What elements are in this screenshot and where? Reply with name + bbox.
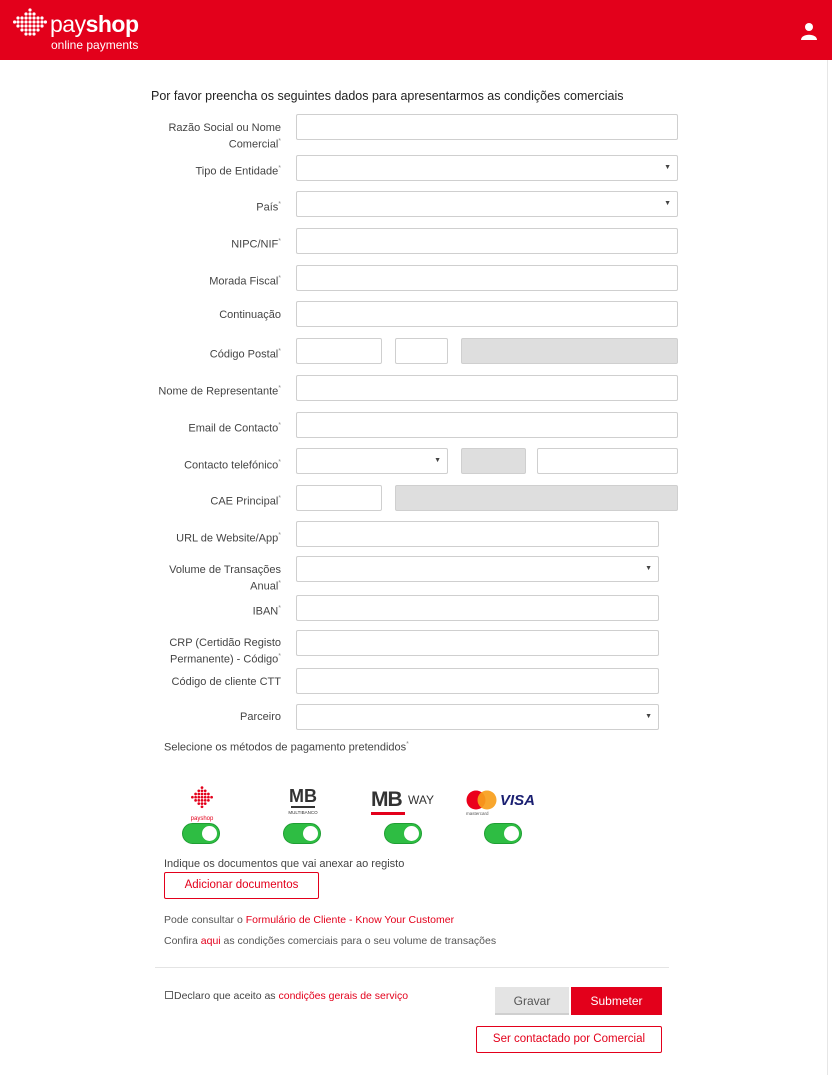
conditions-text: Confira aqui as condições comerciais para o seu volume de transações <box>164 935 497 947</box>
payshop-method-label: payshop <box>190 816 214 822</box>
crp-input[interactable] <box>296 630 659 656</box>
label-codigo-ctt: Código de cliente CTT <box>171 676 281 688</box>
mbway-logo-way: WAY <box>408 793 434 807</box>
label-morada-fiscal: Morada Fiscal* <box>209 275 281 288</box>
telefone-number-input[interactable] <box>537 448 678 474</box>
label-parceiro: Parceiro <box>240 711 281 723</box>
dropdown-caret-icon: ▼ <box>645 565 652 572</box>
payshop-toggle[interactable] <box>182 823 220 844</box>
cards-method-logo <box>466 789 540 817</box>
contact-sales-button[interactable]: Ser contactado por Comercial <box>476 1026 662 1053</box>
mastercard-label: mastercard <box>466 811 489 816</box>
label-codigo-postal: Código Postal* <box>209 348 281 361</box>
parceiro-select[interactable] <box>296 704 659 730</box>
localidade-field <box>461 338 678 364</box>
save-button[interactable]: Gravar <box>495 987 569 1015</box>
continuacao-input[interactable] <box>296 301 678 327</box>
codigo-postal-input-1[interactable] <box>296 338 382 364</box>
razao-social-input[interactable] <box>296 114 678 140</box>
label-telefone: Contacto telefónico* <box>184 459 281 472</box>
label-pais: País* <box>256 201 281 214</box>
multibanco-toggle[interactable] <box>283 823 321 844</box>
label-iban: IBAN* <box>252 605 281 618</box>
dropdown-caret-icon: ▼ <box>664 200 671 207</box>
submit-button[interactable]: Submeter <box>571 987 662 1015</box>
representante-input[interactable] <box>296 375 678 401</box>
telefone-code-field <box>461 448 526 474</box>
cards-toggle[interactable] <box>484 823 522 844</box>
pais-select[interactable] <box>296 191 678 217</box>
logo-subtitle: online payments <box>51 38 139 52</box>
accept-terms-label: Declaro que aceito as condições gerais de serviço <box>174 990 409 1002</box>
user-icon[interactable] <box>800 22 818 40</box>
mb-logo-text: MB <box>289 786 317 806</box>
conditions-link[interactable]: aqui <box>200 935 221 947</box>
dropdown-caret-icon: ▼ <box>664 164 671 171</box>
payshop-logo-icon <box>13 8 47 38</box>
mbway-logo-mb: MB <box>371 788 402 811</box>
nipc-input[interactable] <box>296 228 678 254</box>
cae-description-field <box>395 485 678 511</box>
mbway-method-logo <box>371 788 441 818</box>
iban-input[interactable] <box>296 595 659 621</box>
codigo-ctt-input[interactable] <box>296 668 659 694</box>
payshop-icon <box>187 786 217 810</box>
payment-methods-heading: Selecione os métodos de pagamento pretendidos* <box>164 741 409 754</box>
visa-logo-text: VISA <box>500 792 536 809</box>
label-tipo-entidade: Tipo de Entidade* <box>195 165 281 178</box>
label-razao-social: Razão Social ou Nome Comercial* <box>168 122 281 151</box>
header-bar <box>0 0 832 60</box>
url-input[interactable] <box>296 521 659 547</box>
mb-logo-sub: MULTIBANCO <box>288 810 318 815</box>
logo-wordmark: payshop <box>50 11 139 37</box>
multibanco-method-logo <box>288 786 318 820</box>
page-intro: Por favor preencha os seguintes dados para apresentarmos as condições comerciais <box>151 89 624 103</box>
volume-transacoes-select[interactable] <box>296 556 659 582</box>
documents-heading: Indique os documentos que vai anexar ao registo <box>164 858 405 870</box>
tipo-entidade-select[interactable] <box>296 155 678 181</box>
kyc-text: Pode consultar o Formulário de Cliente - Know Your Customer <box>164 914 455 926</box>
label-url: URL de Website/App* <box>176 532 281 545</box>
dropdown-caret-icon: ▼ <box>645 713 652 720</box>
label-email: Email de Contacto* <box>188 422 281 435</box>
label-volume-transacoes: Volume de Transações Anual* <box>169 564 281 593</box>
label-nipc: NIPC/NIF* <box>231 238 281 251</box>
accept-terms-checkbox[interactable] <box>165 991 173 999</box>
kyc-link[interactable]: Formulário de Cliente - Know Your Customer <box>245 914 455 926</box>
terms-link[interactable]: condições gerais de serviço <box>278 990 409 1002</box>
label-cae: CAE Principal* <box>210 495 281 508</box>
label-continuacao: Continuação <box>219 309 281 321</box>
add-documents-button[interactable]: Adicionar documentos <box>164 872 319 899</box>
email-input[interactable] <box>296 412 678 438</box>
label-representante: Nome de Representante* <box>158 385 281 398</box>
mastercard-icon <box>466 789 498 811</box>
payshop-method-logo <box>187 786 217 820</box>
dropdown-caret-icon: ▼ <box>434 457 441 464</box>
codigo-postal-input-2[interactable] <box>395 338 448 364</box>
divider <box>155 967 669 968</box>
cae-input[interactable] <box>296 485 382 511</box>
morada-fiscal-input[interactable] <box>296 265 678 291</box>
mbway-toggle[interactable] <box>384 823 422 844</box>
telefone-prefix-select[interactable] <box>296 448 448 474</box>
scrollbar[interactable] <box>827 60 832 1075</box>
label-crp: CRP (Certidão Registo Permanente) - Código* <box>169 637 281 666</box>
